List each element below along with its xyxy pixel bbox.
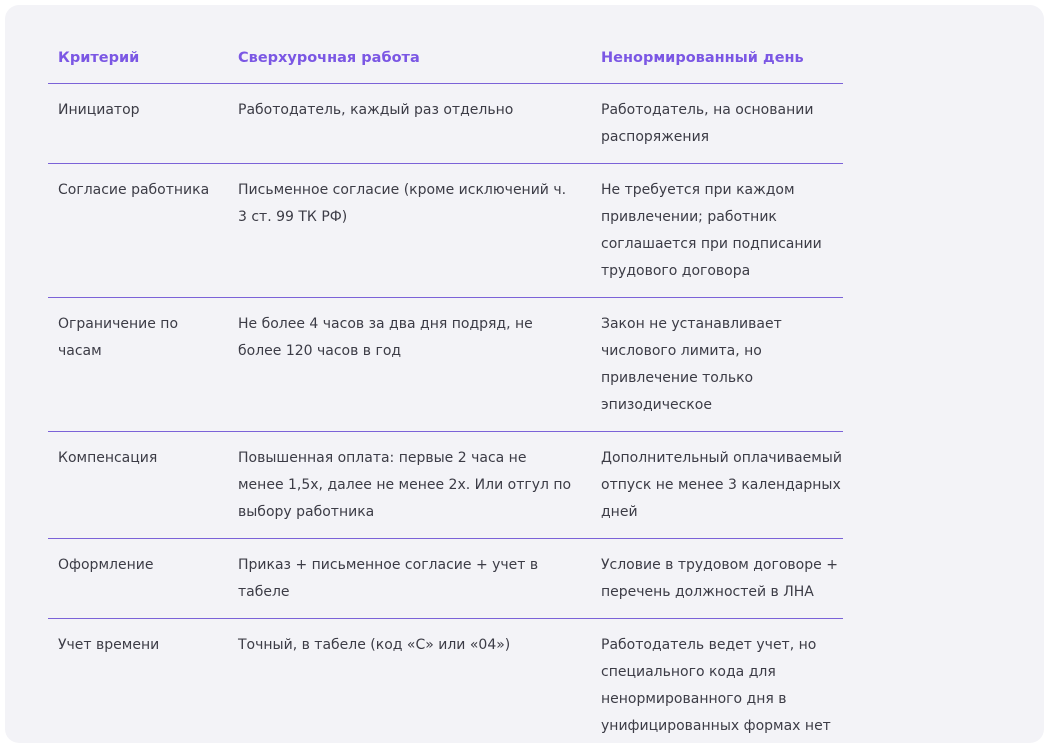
overtime-cell: Приказ + письменное согласие + учет в табеле	[228, 539, 591, 619]
criterion-cell: Учет времени	[58, 637, 160, 653]
irregular-cell: Дополнительный оплачиваемый отпуск не менее 3 календарных дней	[591, 432, 843, 539]
comparison-card	[5, 5, 1044, 743]
irregular-cell: Закон не устанавливает числового лимита, но привлечение только эпизодическое	[591, 298, 843, 432]
comparison-table	[48, 33, 843, 752]
table-row	[48, 298, 843, 432]
criterion-cell: Инициатор	[48, 84, 228, 164]
overtime-cell: Не более 4 часов за два дня подряд, не более 120 часов в год	[228, 298, 591, 432]
irregular-cell: Не требуется при каждом привлечении; работник соглашается при подписании трудового договора	[591, 164, 843, 298]
irregular-cell: Условие в трудовом договоре + перечень должностей в ЛНА	[591, 539, 843, 619]
irregular-cell: Работодатель ведет учет, но специального кода для ненормированного дня в унифицированных формах нет	[601, 637, 831, 734]
irregular-cell: Работодатель, на основании распоряжения	[591, 84, 843, 164]
header-irregular: Ненормированный день	[591, 33, 843, 84]
table-row	[48, 84, 843, 164]
overtime-cell: Письменное согласие (кроме исключений ч. 3 ст. 99 ТК РФ)	[228, 164, 591, 298]
criterion-cell: Компенсация	[48, 432, 228, 539]
table-header-row	[48, 33, 843, 84]
criterion-cell: Оформление	[48, 539, 228, 619]
header-overtime: Сверхурочная работа	[228, 33, 591, 84]
table-row	[48, 432, 843, 539]
header-criterion: Критерий	[48, 33, 228, 84]
overtime-cell: Повышенная оплата: первые 2 часа не менее 1,5х, далее не менее 2х. Или отгул по выбору работника	[228, 432, 591, 539]
criterion-cell: Ограничение по часам	[48, 298, 228, 432]
criterion-cell: Согласие работника	[48, 164, 228, 298]
table-row	[48, 619, 843, 753]
overtime-cell: Точный, в табеле (код «С» или «04»)	[238, 637, 511, 653]
overtime-cell: Работодатель, каждый раз отдельно	[228, 84, 591, 164]
table-row	[48, 539, 843, 619]
table-row	[48, 164, 843, 298]
